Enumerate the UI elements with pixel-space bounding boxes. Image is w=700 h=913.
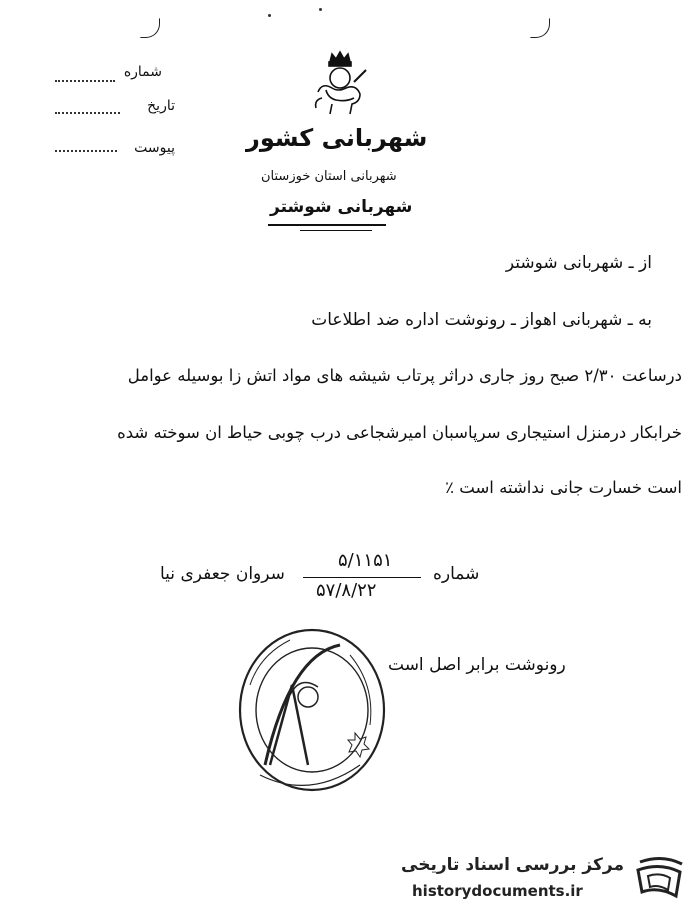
attachment-label: پیوست [134,140,175,156]
body-line: خرابکار درمنزل استیجاری سرپاسبان امیرشجاعی درب چوبی حیاط ان سوخته شده [117,423,682,442]
signatory-name: سروان جعفری نیا [160,564,285,584]
scan-dot [319,8,322,11]
department-subtitle: شهربانی شوشتر [270,197,413,217]
reference-number: ۵/۱۱۵۱ [338,550,393,571]
body-line: است خسارت جانی نداشته است ٪ [445,478,682,497]
date-label: تاریخ [147,98,175,114]
department-underline [268,224,386,226]
number-dots [55,80,115,82]
scan-edge-mark [140,18,160,38]
archive-logo-icon [632,852,690,902]
province-subtitle: شهربانی استان خوزستان [261,169,397,184]
page-title: شهربانی کشور [246,124,428,152]
official-stamp-icon [230,615,395,800]
body-line: درساعت ۲/۳۰ صبح روز جاری دراثر پرتاب شیشه های مواد اتش زا بوسیله عوامل [127,366,682,385]
watermark-url: historydocuments.ir [412,882,583,900]
watermark-org: مرکز بررسی اسناد تاریخی [401,855,624,875]
scan-edge-mark [530,18,550,38]
to-line: به ـ شهربانی اهواز ـ رونوشت اداره ضد اطلاعات [311,310,652,330]
number-label: شماره [123,64,162,80]
scan-dot [268,14,271,17]
reference-date: ۵۷/۸/۲۲ [316,580,377,601]
certification-text: رونوشت برابر اصل است [388,655,566,675]
department-underline [300,230,372,231]
from-line: از ـ شهربانی شوشتر [505,253,652,273]
reference-label: شماره [433,564,480,584]
attachment-dots [55,150,117,152]
reference-fraction-bar [303,577,421,578]
date-dots [55,112,120,114]
lion-and-sun-emblem-icon [308,48,372,118]
